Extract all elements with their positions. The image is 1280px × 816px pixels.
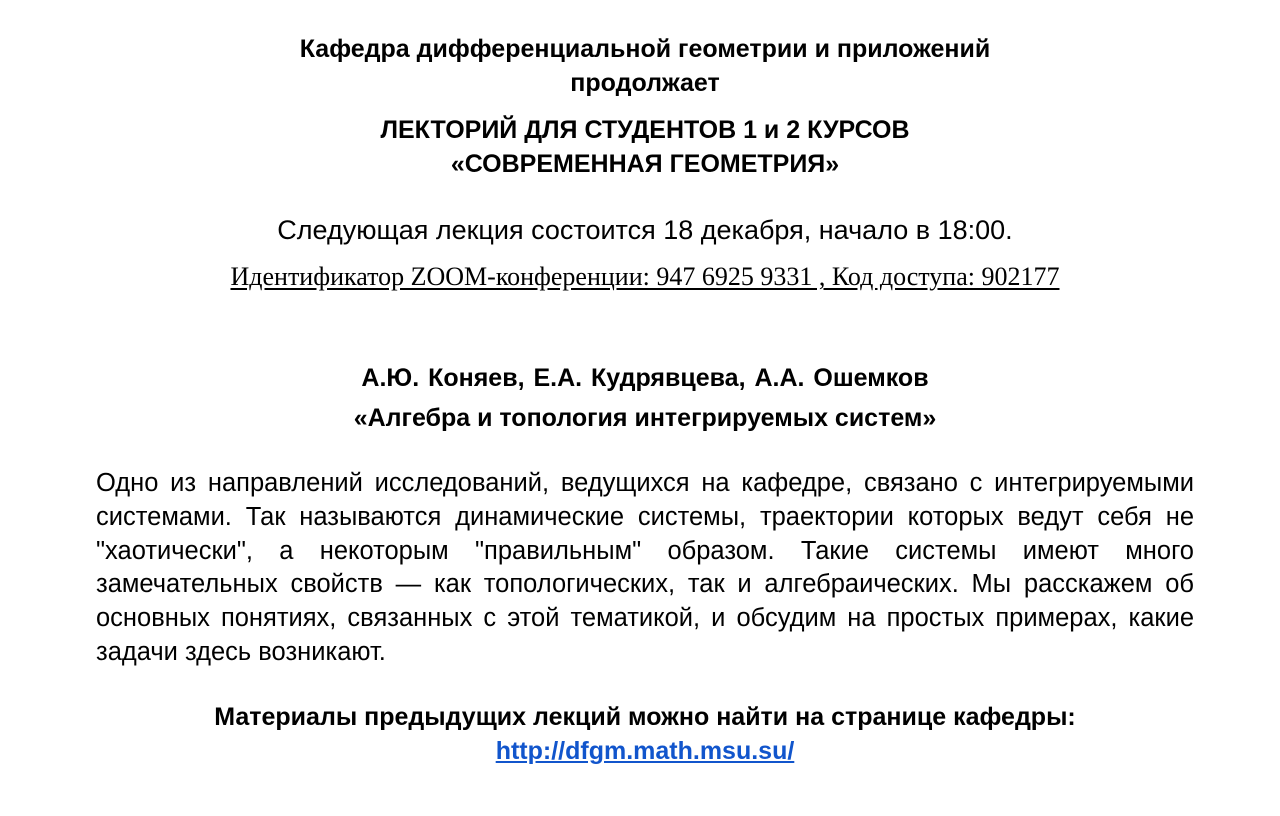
series-name: «СОВРЕМЕННАЯ ГЕОМЕТРИЯ» [450,150,840,178]
zoom-info-text: Идентификатор ZOOM-конференции: 947 6925 9331 , Код доступа: 902177 [230,262,1060,291]
zoom-info [0,260,1280,294]
department-title: Кафедра дифференциальной геометрии и приложений [299,35,991,63]
lecture-description: Одно из направлений исследований, ведущихся на кафедре, связано с интегрируемыми системами. Так называются динамические системы, траектории которых ведут себя не "хаотически", а некоторым "правильным" образом. Такие системы имеют много замечательных свойств — как топологических, так и алгебраических. Мы расскажем об основных понятиях, связанных с этой тематикой, и обсудим на простых примерах, какие задачи здесь возникают. [96,469,1194,666]
next-lecture-info: Следующая лекция состоится 18 декабря, начало в 18:00. [277,215,1013,245]
department-site [0,735,1280,767]
department-subtitle: продолжает [570,69,720,97]
department-site-link[interactable]: http://dfgm.math.msu.su/ [495,737,795,765]
lecture-authors: А.Ю. Коняев, Е.А. Кудрявцева, А.А. Ошемков [361,364,929,392]
series-title: ЛЕКТОРИЙ ДЛЯ СТУДЕНТОВ 1 и 2 КУРСОВ [380,116,910,144]
lecture-title: «Алгебра и топология интегрируемых систем» [353,404,937,432]
materials-note: Материалы предыдущих лекций можно найти на странице кафедры: [214,703,1076,731]
